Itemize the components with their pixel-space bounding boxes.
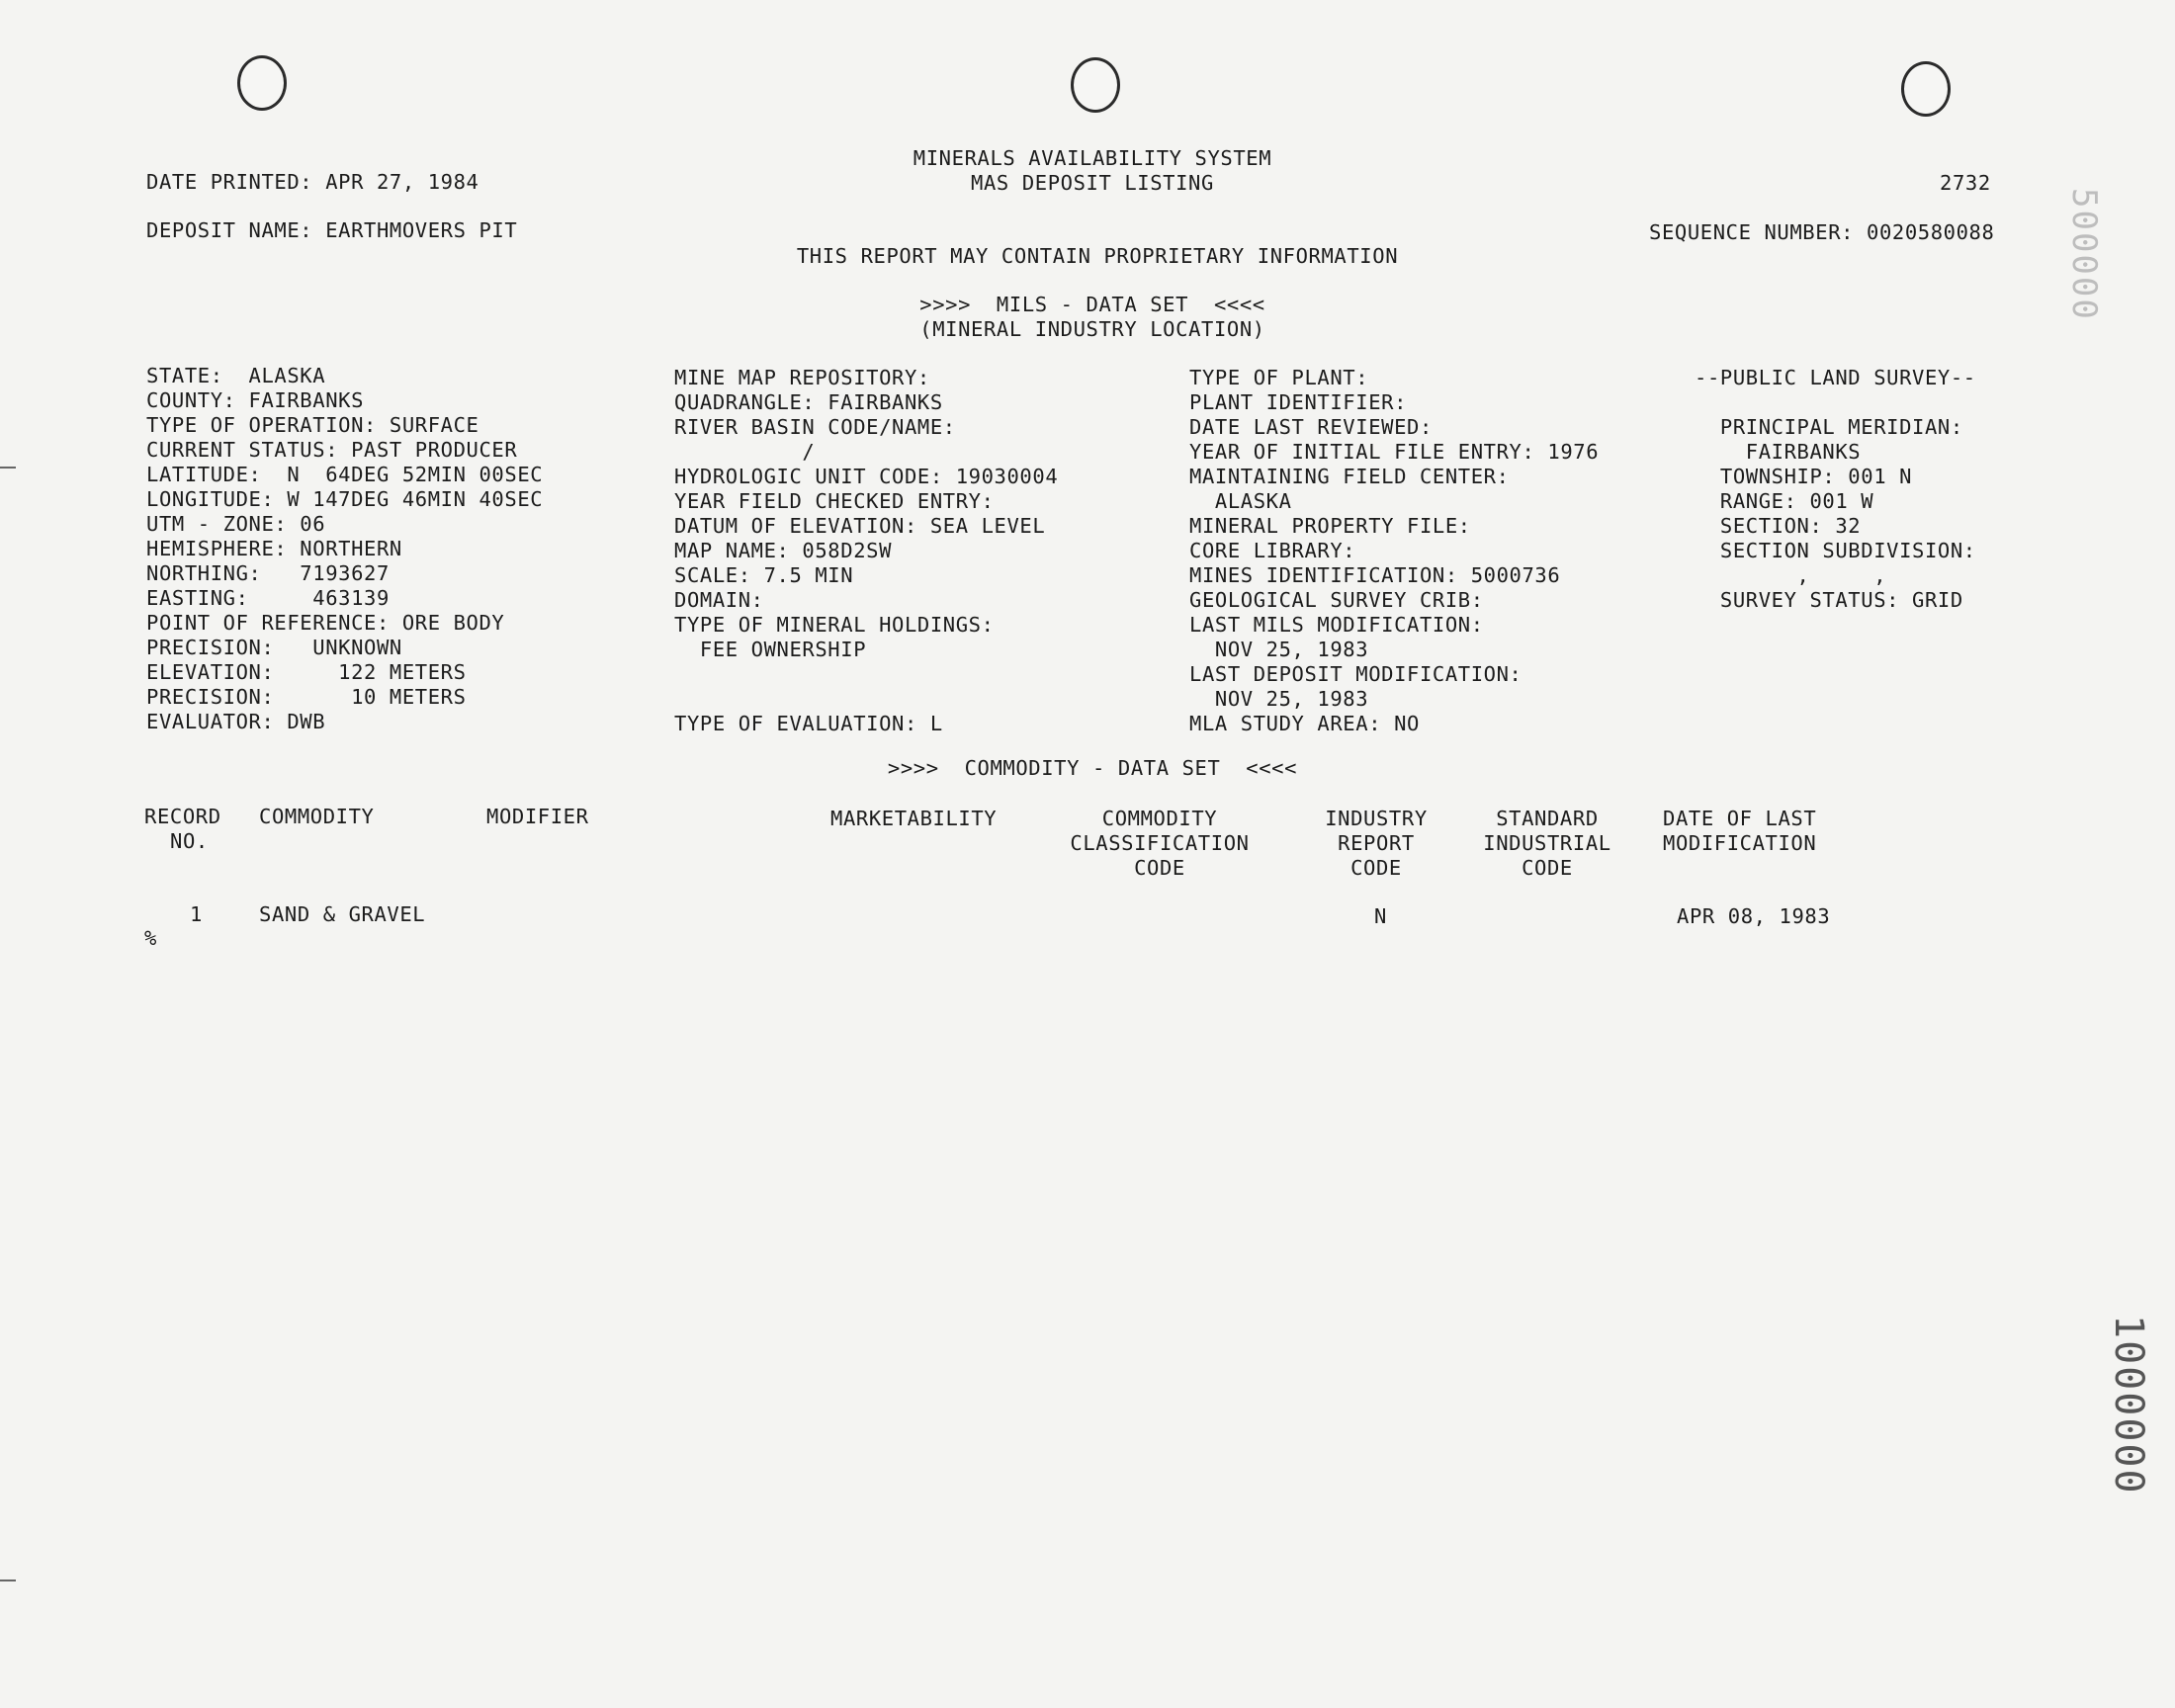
mils-column-geography [674,366,1058,736]
mils-field: NOV 25, 1983 [1189,687,1369,711]
mils-field: MINERAL PROPERTY FILE: [1189,514,1471,538]
mils-field: SURVEY STATUS: GRID [1695,588,1963,612]
mils-field: SECTION SUBDIVISION: [1695,539,1976,562]
mils-field: POINT OF REFERENCE: ORE BODY [146,611,505,635]
mils-field: LAST DEPOSIT MODIFICATION: [1189,662,1522,686]
mils-field: LAST MILS MODIFICATION: [1189,613,1484,637]
column-header: CODE [1350,856,1402,880]
mils-field: MINES IDENTIFICATION: 5000736 [1189,563,1561,587]
column-header: RECORD [144,805,221,828]
header-modifier: MODIFIER [486,805,589,828]
punch-hole-right [1901,61,1951,117]
header-industry-report [1307,807,1445,881]
column-header: STANDARD [1496,807,1599,830]
mils-field: DOMAIN: [674,588,764,612]
mils-field: LATITUDE: N 64DEG 52MIN 00SEC [146,463,544,486]
column-header: CODE [1522,856,1573,880]
mils-field: SCALE: 7.5 MIN [674,563,854,587]
mils-field: QUADRANGLE: FAIRBANKS [674,390,943,414]
mils-field: MLA STUDY AREA: NO [1189,712,1420,735]
column-header: REPORT [1338,831,1415,855]
mils-field: NOV 25, 1983 [1189,638,1369,661]
bottom-right-stamp: 1000000 [2106,1315,2151,1495]
listing-terminator: % [144,926,157,950]
column-header: MODIFICATION [1663,831,1817,855]
mils-field: TYPE OF EVALUATION: L [674,712,943,735]
mils-field: YEAR OF INITIAL FILE ENTRY: 1976 [1189,440,1600,464]
header-standard-industrial [1471,807,1623,881]
mils-field: PRINCIPAL MERIDIAN: [1695,415,1963,439]
mils-field: FAIRBANKS [1695,440,1862,464]
column-header: DATE OF LAST [1663,807,1817,830]
header-commodity: COMMODITY [259,805,375,828]
date-printed: DATE PRINTED: APR 27, 1984 [146,170,479,194]
column-header: INDUSTRY [1325,807,1428,830]
mils-field: LONGITUDE: W 147DEG 46MIN 40SEC [146,487,544,511]
mils-column-location [146,364,543,734]
column-header: NO. [170,829,209,853]
mils-field: TYPE OF OPERATION: SURFACE [146,413,479,437]
mils-field: , , [1695,563,1887,587]
mils-field [1695,390,1976,415]
mils-field: NORTHING: 7193627 [146,561,390,585]
system-title: MINERALS AVAILABILITY SYSTEM [913,146,1272,170]
mils-column-administrative [1189,366,1599,736]
commodity-heading: >>>> COMMODITY - DATA SET <<<< [887,756,1298,780]
mils-field: HYDROLOGIC UNIT CODE: 19030004 [674,465,1059,488]
mils-field: ALASKA [1189,489,1292,513]
row-record-no: 1 [190,902,203,926]
mils-field: CURRENT STATUS: PAST PRODUCER [146,438,518,462]
mils-field: ELEVATION: 122 METERS [146,660,467,684]
mils-field: PLANT IDENTIFIER: [1189,390,1408,414]
page-number: 2732 [1940,171,1991,195]
listing-title: MAS DEPOSIT LISTING [971,171,1214,195]
deposit-name: DEPOSIT NAME: EARTHMOVERS PIT [146,218,518,242]
mils-field: DATE LAST REVIEWED: [1189,415,1433,439]
mils-field: SECTION: 32 [1695,514,1862,538]
mils-field: RANGE: 001 W [1695,489,1874,513]
mils-field [674,662,1058,687]
left-edge-mark [0,1580,16,1581]
header-record-no [144,805,221,854]
top-right-faint-stamp: 500000 [2064,188,2104,321]
mils-field: YEAR FIELD CHECKED ENTRY: [674,489,995,513]
mils-field: GEOLOGICAL SURVEY CRIB: [1189,588,1484,612]
mils-field: MAP NAME: 058D2SW [674,539,893,562]
mils-field: HEMISPHERE: NORTHERN [146,537,402,560]
row-industry-report-code: N [1374,904,1387,928]
mils-field: FEE OWNERSHIP [674,638,867,661]
header-classification [1066,807,1254,881]
public-land-survey [1695,366,1976,613]
mils-field: TYPE OF MINERAL HOLDINGS: [674,613,995,637]
sequence-number: SEQUENCE NUMBER: 0020580088 [1649,220,1995,244]
mils-field: EASTING: 463139 [146,586,390,610]
mils-heading: >>>> MILS - DATA SET <<<< [919,293,1265,316]
mils-field: EVALUATOR: DWB [146,710,326,733]
mils-field: TOWNSHIP: 001 N [1695,465,1913,488]
mils-field: TYPE OF PLANT: [1189,366,1369,389]
mils-field: COUNTY: FAIRBANKS [146,388,365,412]
punch-hole-left [237,55,287,111]
mils-field: STATE: ALASKA [146,364,326,387]
mils-field [674,687,1058,712]
mils-field: PRECISION: UNKNOWN [146,636,402,659]
header-date-last-mod [1663,807,1816,856]
mils-subheading: (MINERAL INDUSTRY LOCATION) [919,317,1265,341]
punch-hole-center [1071,57,1120,113]
column-header: COMMODITY [1101,807,1218,830]
mils-field: UTM - ZONE: 06 [146,512,326,536]
mils-field: PRECISION: 10 METERS [146,685,467,709]
mils-field: MAINTAINING FIELD CENTER: [1189,465,1510,488]
column-header: CODE [1134,856,1185,880]
column-header: INDUSTRIAL [1483,831,1611,855]
mils-field: RIVER BASIN CODE/NAME: [674,415,956,439]
row-date-last-mod: APR 08, 1983 [1677,904,1831,928]
mils-field: DATUM OF ELEVATION: SEA LEVEL [674,514,1046,538]
header-marketability: MARKETABILITY [830,807,998,830]
mils-field: MINE MAP REPOSITORY: [674,366,930,389]
mils-field: CORE LIBRARY: [1189,539,1356,562]
mils-field: / [674,440,816,464]
row-commodity: SAND & GRAVEL [259,902,426,926]
left-edge-mark [0,467,16,469]
column-header: CLASSIFICATION [1070,831,1250,855]
mils-field: --PUBLIC LAND SURVEY-- [1695,366,1976,389]
proprietary-notice: THIS REPORT MAY CONTAIN PROPRIETARY INFORMATION [796,244,1399,268]
